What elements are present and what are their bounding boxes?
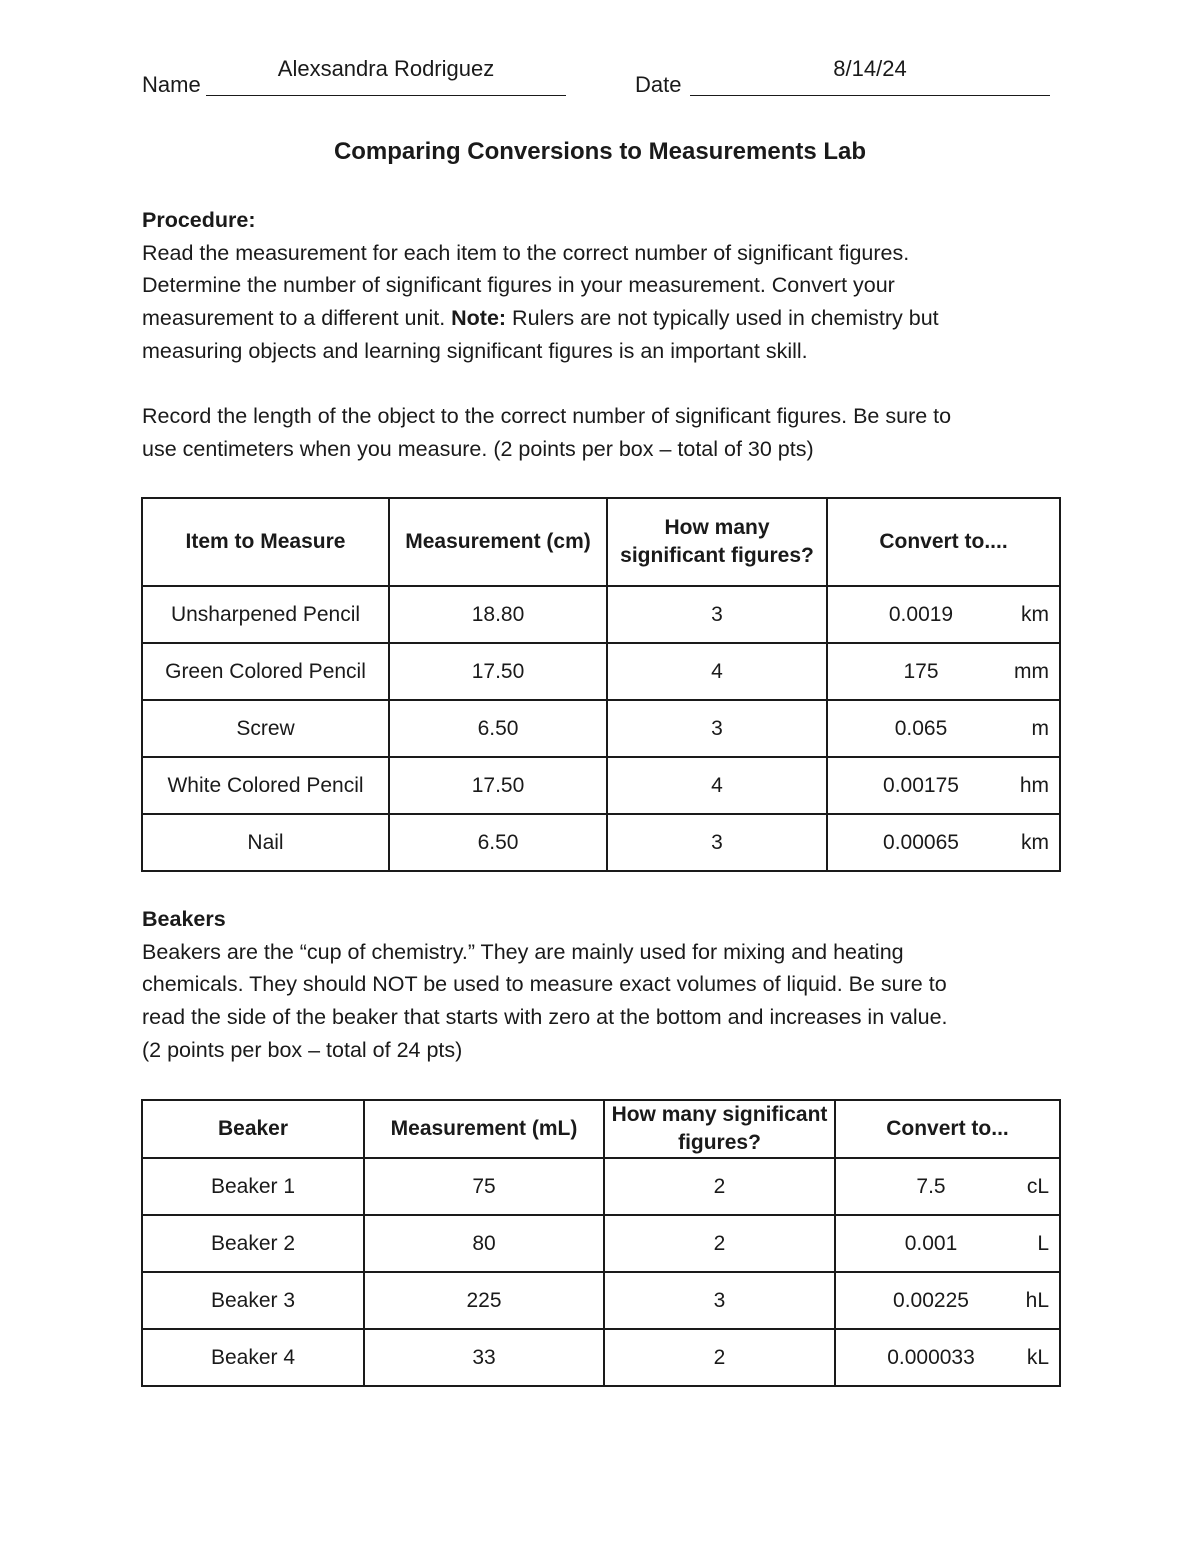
measurement-cell[interactable]: 75 [364,1158,604,1215]
procedure-line-3b: Rulers are not typically used in chemistry but [506,306,939,331]
converted-value: 0.0019 [888,602,954,626]
converted-unit: km [1021,830,1049,854]
sigfigs-cell[interactable]: 3 [607,586,827,643]
sigfigs-cell[interactable]: 2 [604,1329,835,1386]
item-cell: Screw [142,700,389,757]
beakers-line-4: (2 points per box – total of 24 pts) [142,1037,463,1062]
measurement-cell[interactable]: 225 [364,1272,604,1329]
beakers-heading: Beakers [142,907,226,931]
record-line-2: use centimeters when you measure. (2 points per box – total of 30 pts) [142,436,814,461]
sigfigs-cell[interactable]: 3 [607,700,827,757]
converted-value: 175 [903,659,939,683]
header-row [142,52,1052,102]
beaker-cell: Beaker 4 [142,1329,364,1386]
beaker-cell: Beaker 1 [142,1158,364,1215]
table-header-row [142,498,1060,586]
sigfigs-cell[interactable]: 3 [607,814,827,871]
beaker-cell: Beaker 2 [142,1215,364,1272]
converted-unit: hL [1025,1288,1049,1312]
column-header-convert: Convert to... [835,1100,1060,1158]
converted-value: 0.001 [904,1231,958,1255]
table-row [142,1215,1060,1272]
beakers-line-3: read the side of the beaker that starts with zero at the bottom and increases in value. [142,1005,948,1030]
measurement-table [141,497,1061,872]
procedure-line-3a: measurement to a different unit. [142,306,452,331]
table-row [142,643,1060,700]
beaker-table [141,1099,1061,1387]
procedure-line-2: Determine the number of significant figures in your measurement. Convert your [142,273,895,298]
table-row [142,757,1060,814]
beakers-line-1: Beakers are the “cup of chemistry.” They are mainly used for mixing and heating [142,939,904,964]
procedure-line-1: Read the measurement for each item to the correct number of significant figures. [142,240,910,265]
sigfigs-cell[interactable]: 2 [604,1215,835,1272]
column-header-convert: Convert to.... [827,498,1060,586]
note-label: Note: [451,306,507,331]
column-header-measurement: Measurement (mL) [364,1100,604,1158]
beaker-cell: Beaker 3 [142,1272,364,1329]
procedure-line-3 [142,302,1062,335]
item-cell: Unsharpened Pencil [142,586,389,643]
convert-cell[interactable] [827,643,1060,700]
beakers-section [142,903,1062,1067]
record-line-1: Record the length of the object to the correct number of significant figures. Be sure to [142,404,952,429]
convert-cell[interactable] [827,586,1060,643]
converted-unit: hm [1019,773,1049,797]
converted-unit: kL [1026,1345,1049,1369]
table-row [142,814,1060,871]
table-row [142,700,1060,757]
table-header-row [142,1100,1060,1158]
measurement-cell[interactable]: 6.50 [389,814,607,871]
date-label: Date [635,72,682,97]
converted-unit: cL [1026,1174,1049,1198]
item-cell: White Colored Pencil [142,757,389,814]
converted-value: 7.5 [916,1174,946,1198]
sigfigs-cell[interactable]: 4 [607,643,827,700]
sigfigs-cell[interactable]: 2 [604,1158,835,1215]
converted-unit: km [1021,602,1049,626]
date-field[interactable] [690,95,1050,96]
item-cell: Green Colored Pencil [142,643,389,700]
converted-unit: m [1031,716,1049,740]
converted-unit: L [1037,1231,1049,1255]
table-row [142,1272,1060,1329]
convert-cell[interactable] [835,1215,1060,1272]
page-title: Comparing Conversions to Measurements Lab [333,138,867,165]
table-row [142,1329,1060,1386]
converted-value: 0.000033 [887,1345,975,1369]
converted-unit: mm [1014,659,1049,683]
sigfigs-cell[interactable]: 4 [607,757,827,814]
name-label: Name [142,72,201,97]
column-header-sigfigs: How many significant figures? [604,1100,835,1158]
converted-value: 0.00175 [883,773,959,797]
convert-cell[interactable] [835,1329,1060,1386]
beakers-line-2: chemicals. They should NOT be used to measure exact volumes of liquid. Be sure to [142,972,947,997]
measurement-cell[interactable]: 80 [364,1215,604,1272]
convert-cell[interactable] [835,1158,1060,1215]
converted-value: 0.065 [894,716,948,740]
converted-value: 0.00225 [893,1288,969,1312]
converted-value: 0.00065 [883,830,959,854]
sigfigs-cell[interactable]: 3 [604,1272,835,1329]
name-field[interactable] [206,95,566,96]
measurement-cell[interactable]: 17.50 [389,757,607,814]
item-cell: Nail [142,814,389,871]
convert-cell[interactable] [827,700,1060,757]
table-row [142,1158,1060,1215]
column-header-sigfigs: How many significant figures? [607,498,827,586]
table-row [142,586,1060,643]
procedure-line-4: measuring objects and learning significant figures is an important skill. [142,338,808,363]
measurement-cell[interactable]: 6.50 [389,700,607,757]
procedure-section [142,204,1062,466]
measurement-cell[interactable]: 17.50 [389,643,607,700]
convert-cell[interactable] [827,814,1060,871]
date-value: 8/14/24 [833,56,907,81]
measurement-cell[interactable]: 18.80 [389,586,607,643]
column-header-item: Item to Measure [142,498,389,586]
measurement-cell[interactable]: 33 [364,1329,604,1386]
column-header-beaker: Beaker [142,1100,364,1158]
procedure-heading: Procedure: [142,208,256,232]
column-header-measurement: Measurement (cm) [389,498,607,586]
convert-cell[interactable] [827,757,1060,814]
name-value: Alexsandra Rodriguez [277,56,495,81]
convert-cell[interactable] [835,1272,1060,1329]
